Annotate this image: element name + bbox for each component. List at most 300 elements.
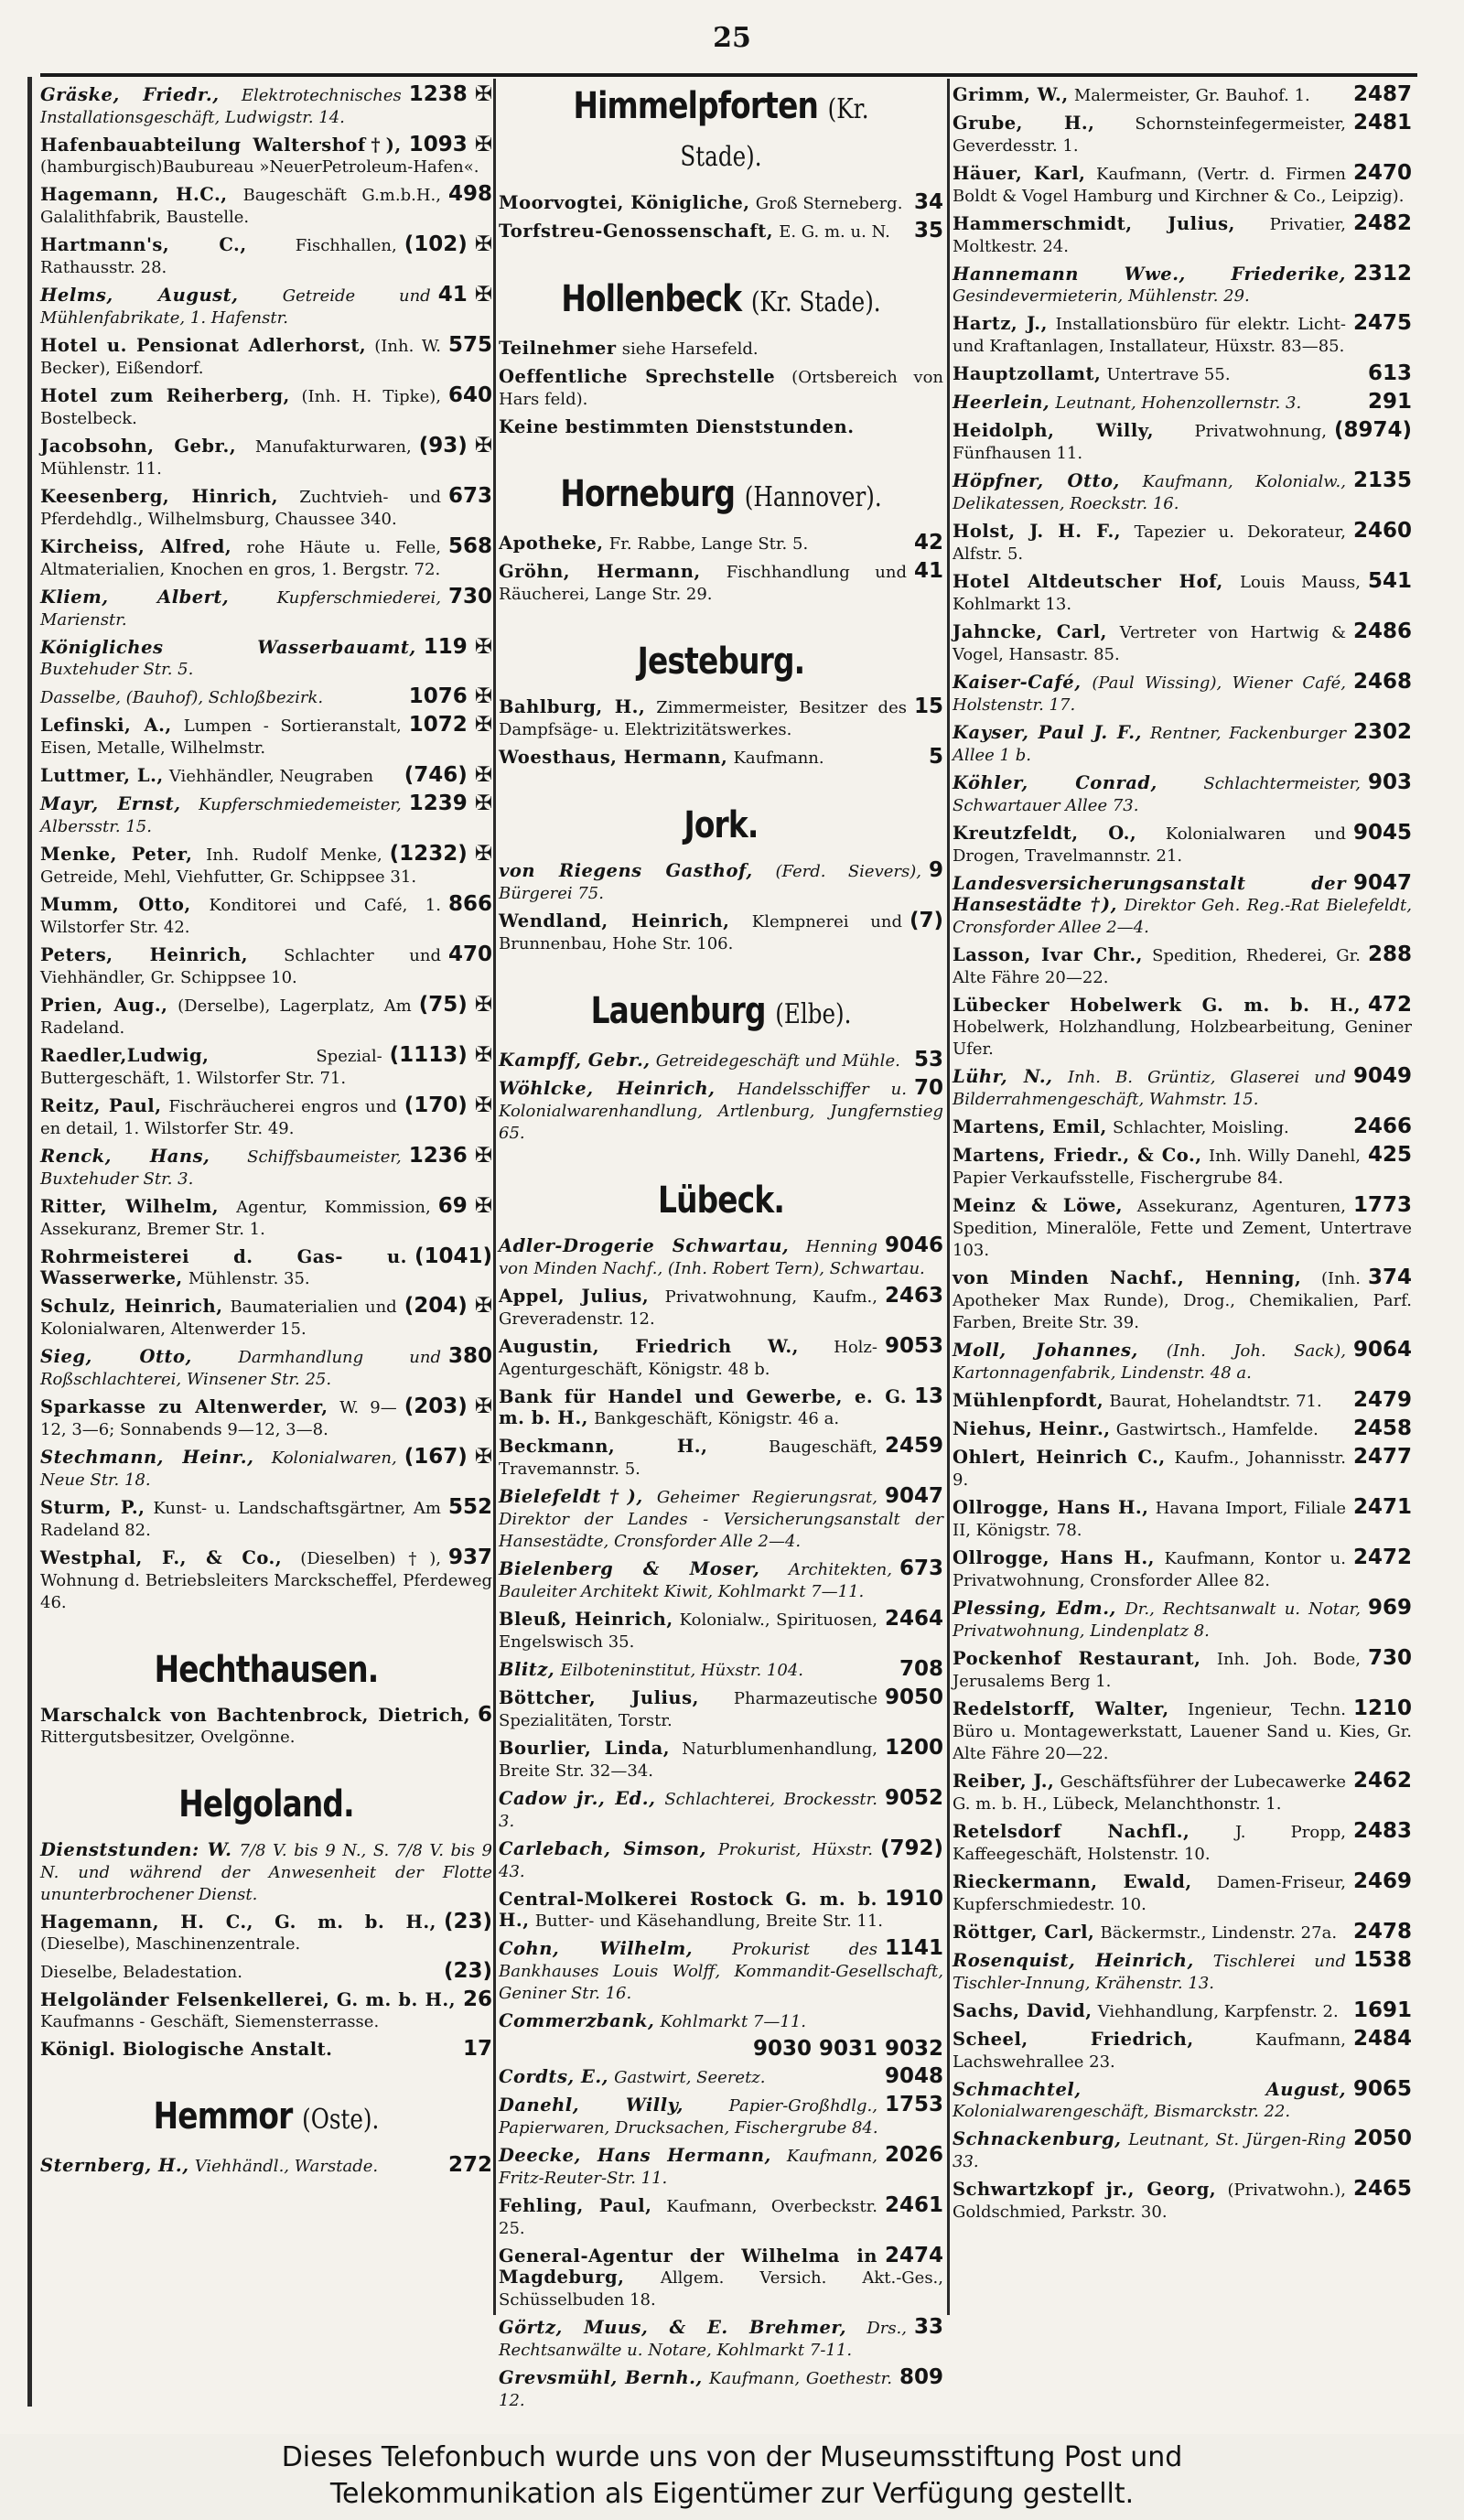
directory-entry [499,1889,943,1932]
directory-entry [499,561,943,605]
phone-number: 1141 [884,1936,943,1960]
ownership-notice-line-1: Dieses Telefonbuch wurde uns von der Museumsstiftung Post und [281,2441,1183,2473]
phone-number: 470 [447,942,492,966]
entry-description: Agentur, Kommission, Assekuranz, Bremer Str. 1. [40,1198,431,1239]
entry-name: Bahlburg, H., [499,696,646,717]
entry-description: Inh. B. Grüntiz, Glaserei und Bilderrahmengeschäft, Wahmstr. 15. [953,1068,1346,1109]
directory-entry [953,163,1412,207]
directory-entry [953,420,1412,464]
directory-entry [40,844,492,888]
directory-entry [40,587,492,630]
phone-number: 2468 [1352,670,1412,694]
entry-name: Görtz, Muus, & E. Brehmer, [499,2317,847,2338]
entry-name: Hotel zum Reiherberg, [40,385,290,406]
directory-entry [953,1771,1412,1815]
directory-entry [40,1045,492,1089]
directory-entry [40,1912,492,1955]
entry-name: Danehl, Willy, [499,2095,684,2116]
entry-description: Damen-Friseur, Kupferschmiedestr. 10. [953,1873,1346,1914]
phone-number: (23) [443,1910,492,1933]
column-divider-2 [947,79,950,2315]
entry-name: Kampff, Gebr., [499,1050,651,1071]
directory-entry [40,2039,492,2060]
entry-description: Papier-Großhdlg., Papierwaren, Drucksachen, Fischergrube 84. [499,2096,878,2138]
phone-number: 9 [928,858,943,882]
phone-number: 2486 [1352,619,1412,643]
directory-entry [40,765,492,787]
directory-entry [499,2010,943,2032]
directory-entry [953,1195,1412,1261]
entry-description: Darmhandlung und Roßschlachterei, Winsener Str. 25. [40,1348,441,1389]
entry-name: Hannemann Wwe., Friederike, [953,264,1346,285]
phone-number: 730 [447,585,492,608]
phone-number: 15 [913,695,943,718]
directory-entry [953,1871,1412,1915]
entry-description: Fischräucherei engros und en detail, 1. Wilstorfer Str. 49. [40,1097,397,1138]
entry-description: Lumpen - Sortieranstalt, Eisen, Metalle, Wilhelmstr. [40,716,402,758]
entry-description: (Dieselbe), Maschinenzentrale. [40,1934,301,1954]
phone-number: 9047 [1352,871,1412,895]
directory-entry [953,672,1412,716]
directory-entry [499,1838,943,1882]
entry-name: Kircheiss, Alfred, [40,536,232,557]
entry-name: Keine bestimmten Dienststunden. [499,416,855,437]
directory-entry [953,722,1412,766]
entry-description: Kaufmann, Lachswehrallee 23. [953,2030,1346,2072]
directory-entry [499,221,943,242]
phone-number: 613 [1367,361,1412,385]
directory-entry [499,2095,943,2138]
entry-name: Bielefeldt†), [499,1486,643,1507]
directory-entry [40,1547,492,1613]
phone-number: (8974) [1333,418,1412,442]
directory-entry [40,84,492,128]
directory-entry [499,1659,943,1681]
phone-number: (93) ✠ [418,434,492,458]
phone-number: 809 [899,2365,943,2389]
entry-description: (Ortsbereich von Hars feld). [499,368,943,409]
phone-number: 6 [477,1703,492,1727]
column-middle [499,84,944,2410]
place-name: Jesteburg. [637,641,805,683]
place-region: (Kr. Stade). [680,93,869,173]
phone-number: 288 [1367,942,1412,966]
directory-entry [499,2317,943,2361]
phone-number: 552 [447,1495,492,1519]
entry-name: Hafenbauabteilung Waltershof†), [40,135,402,156]
directory-entry [499,1687,943,1731]
entry-description: Holz-Agenturgeschäft, Königstr. 48 b. [499,1338,877,1379]
phone-number: 5 [928,745,943,769]
entry-description: Fischhallen, Rathausstr. 28. [40,236,397,277]
entry-name: von Riegens Gasthof, [499,860,753,881]
entry-name: Scheel, Friedrich, [953,2029,1194,2050]
entry-name: Rieckermann, Ewald, [953,1871,1192,1892]
entry-name: Martens, Friedr., & Co., [953,1145,1202,1166]
entry-name: Niehus, Heinr., [953,1418,1111,1439]
entry-name: Bleuß, Heinrich, [499,1609,673,1630]
phone-number: 2471 [1352,1495,1412,1519]
directory-entry [40,184,492,228]
entry-description: Architekten, Bauleiter Architekt Kiwit, Kohlmarkt 7—11. [499,1560,892,1601]
entry-name: Ollrogge, Hans H., [953,1497,1149,1518]
entry-description: Kaufmann, Fritz-Reuter-Str. 11. [499,2147,877,2188]
ownership-notice-line-2: Telekommunikation als Eigentümer zur Verfügung gestellt. [329,2478,1135,2510]
entry-description: Viehhändler, Neugraben [168,767,374,786]
entry-description: Baumaterialien und Kolonialwaren, Altenwerder 15. [40,1298,397,1339]
phone-number: (204) ✠ [404,1294,492,1318]
directory-entry [953,84,1412,106]
entry-description: Assekuranz, Agenturen, Spedition, Mineralöle, Fette und Zement, Untertrave 103. [953,1197,1412,1260]
entry-description: Zuchtvieh- und Pferdehdlg., Wilhelmsburg, Chaussee 340. [40,488,441,529]
directory-entry [953,1447,1412,1491]
place-heading [539,84,904,179]
directory-entry [499,1386,943,1429]
directory-entry [40,1989,492,2032]
entry-description: Kunst- u. Landschaftsgärtner, Am Radeland 82. [40,1499,441,1540]
entry-description: Prokurist, Hüxstr. 43. [499,1840,873,1881]
entry-name: Lübecker Hobelwerk G. m. b. H., [953,995,1361,1016]
directory-entry [499,1738,943,1782]
entry-name: Häuer, Karl, [953,163,1086,184]
phone-number: (7) [909,909,943,932]
phone-number: 730 [1367,1646,1412,1670]
phone-number: 69 ✠ [437,1194,492,1218]
entry-name: Helgoländer Felsenkellerei, G. m. b. H., [40,1989,456,2010]
entry-name: Reitz, Paul, [40,1095,162,1116]
entry-description: Spezial-Buttergeschäft, 1. Wilstorfer Str. 71. [40,1047,382,1088]
directory-entry [953,1145,1412,1189]
entry-name: Hotel u. Pensionat Adlerhorst, [40,335,367,356]
entry-description: Dasselbe, (Bauhof), Schloßbezirk. [40,688,324,707]
directory-entry [499,1938,943,2004]
directory-entry [499,533,943,555]
entry-name: Rosenquist, Heinrich, [953,1950,1194,1971]
entry-description: Kaufmann. [733,748,824,768]
phone-number: 866 [447,892,492,916]
directory-entry [953,264,1412,307]
entry-name: Hauptzollamt, [953,363,1102,384]
phone-number: 9050 [884,1685,943,1709]
entry-name: Raedler,Ludwig, [40,1045,210,1066]
entry-description: Fischhandlung und Räucherei, Lange Str. 29. [499,563,907,604]
phone-number: (203) ✠ [404,1395,492,1418]
directory-entry [953,1821,1412,1865]
entry-description: Leutnant, St. Jürgen-Ring 33. [953,2130,1346,2171]
entry-description: Inh. Rudolf Menke, Getreide, Mehl, Viehfutter, Gr. Schippsee 31. [40,845,417,887]
entry-name: Westphal, F., & Co., [40,1547,283,1568]
phone-number: 937 [447,1545,492,1569]
phone-number: (102) ✠ [404,232,492,256]
entry-description: Baurat, Hohelandtstr. 71. [1109,1392,1322,1411]
entry-name: Blitz, [499,1659,555,1680]
directory-entry [953,1267,1412,1333]
directory-entry [953,772,1412,816]
phone-number: 374 [1367,1265,1412,1289]
phone-number: 53 [913,1048,943,1072]
phone-number: 13 [913,1384,943,1408]
column-left [40,84,492,2317]
phone-number: 33 [913,2315,943,2339]
phone-number: 272 [447,2153,492,2177]
entry-name: Gräske, Friedr., [40,84,220,105]
entry-description: Louis Mauss, Kohlmarkt 13. [953,573,1361,614]
entry-description: (hamburgisch)Baubureau »NeuerPetroleum-Hafen«. [40,157,479,177]
entry-description: Havana Import, Filiale II, Königstr. 78. [953,1499,1346,1540]
phone-number: (1232) ✠ [389,842,492,866]
phone-number: 2469 [1352,1869,1412,1893]
phone-number: 2464 [884,1607,943,1631]
directory-entry [40,793,492,837]
entry-description: W. 9—12, 3—6; Sonnabends 9—12, 3—8. [40,1398,397,1439]
entry-name: Helms, August, [40,285,239,306]
entry-description: Elektrotechnisches Installationsgeschäft, Ludwigstr. 14. [40,86,402,127]
directory-entry [40,1497,492,1541]
directory-entry [499,1336,943,1380]
entry-name: Röttger, Carl, [953,1922,1095,1943]
directory-entry [40,715,492,759]
entry-description: Bäckermstr., Lindenstr. 27a. [1100,1923,1338,1943]
phone-number: 9047 [884,1484,943,1508]
entry-description: Direktor Geh. Reg.-Rat Bielefeldt, Cronsforder Allee 2—4. [953,896,1412,937]
phone-number: 9052 [884,1786,943,1810]
phone-number: 2474 [884,2244,943,2267]
phone-number: 2026 [884,2143,943,2167]
entry-name: Rohrmeisterei d. Gas- u. Wasserwerke, [40,1246,407,1288]
directory-entry [499,366,943,410]
entry-description: Gastwirt, Seeretz. [614,2068,766,2087]
entry-name: Sparkasse zu Altenwerder, [40,1396,328,1417]
entry-name: Heidolph, Willy, [953,420,1154,441]
page-number: 25 [713,22,751,54]
directory-entry [953,1950,1412,1994]
entry-description: Dieselbe, Beladestation. [40,1963,242,1982]
place-heading [539,989,904,1037]
phone-number: 1773 [1352,1193,1412,1217]
directory-entry [40,1146,492,1190]
directory-entry [40,486,492,530]
entry-name: Fehling, Paul, [499,2195,652,2216]
directory-entry [953,571,1412,615]
directory-entry [953,1418,1412,1440]
directory-entry [499,1486,943,1552]
entry-name: Stechmann, Heinr., [40,1447,254,1468]
entry-name: General-Agentur der Wilhelma in Magdeburg, [499,2245,877,2288]
entry-description: siehe Harsefeld. [621,339,759,359]
directory-entry [953,470,1412,514]
entry-name: Bielenberg & Moser, [499,1558,760,1579]
entry-description: (Inh. Joh. Sack), Kartonnagenfabrik, Lindenstr. 48 a. [953,1341,1346,1383]
entry-name: Prien, Aug., [40,995,168,1016]
entry-name: Moorvogtei, Königliche, [499,192,750,213]
directory-entry [499,747,943,769]
entry-name: Kliem, Albert, [40,587,230,608]
phone-number: 2466 [1352,1115,1412,1138]
directory-entry [40,1196,492,1240]
phone-number: 41 [913,559,943,583]
phone-number: 9046 [884,1233,943,1257]
directory-entry [499,860,943,904]
phone-number: 903 [1367,770,1412,794]
entry-name: Torfstreu-Genossenschaft, [499,221,774,242]
directory-entry [953,392,1412,414]
entry-name: Cordts, E., [499,2066,608,2087]
entry-description: Leutnant, Hohenzollernstr. 3. [1055,393,1302,413]
entry-description: Kaufmann, Overbeckstr. 25. [499,2197,878,2238]
directory-entry [40,335,492,379]
directory-entry [953,995,1412,1060]
phone-number: 2478 [1352,1920,1412,1944]
entry-name: Hartmann's, C., [40,234,247,255]
entry-name: Hagemann, H.C., [40,184,228,205]
place-name: Himmelpforten [573,85,819,127]
phone-number: 2135 [1352,468,1412,492]
entry-name: Hammerschmidt, Julius, [953,213,1235,234]
phone-number: 2479 [1352,1388,1412,1412]
entry-name: Sturm, P., [40,1497,145,1518]
entry-description: Kaufmann, Kontor u. Privatwohnung, Cronsforder Allee 82. [953,1549,1346,1590]
phone-number: (167) ✠ [404,1445,492,1469]
entry-description: Rittergutsbesitzer, Ovelgönne. [40,1728,296,1747]
entry-name: Bourlier, Linda, [499,1738,670,1759]
entry-name: Schmachtel, August, [953,2079,1346,2100]
phone-number: 2312 [1352,262,1412,285]
entry-description: Buxtehuder Str. 5. [40,660,194,679]
directory-entry [953,1340,1412,1384]
entry-description: Kaufmanns - Geschäft, Siemensterrasse. [40,2012,380,2031]
entry-name: Mayr, Ernst, [40,793,181,814]
entry-name: Retelsdorf Nachfl., [953,1821,1190,1842]
phone-number: 1753 [884,2093,943,2116]
directory-entry [953,313,1412,357]
entry-name: von Minden Nachf., Henning, [953,1267,1302,1288]
directory-entry [499,1235,943,1279]
directory-entry [40,1246,492,1289]
entry-description: Kaufmann, (Vertr. d. Firmen Boldt & Vogel Hamburg und Kirchner & Co., Leipzig). [953,165,1405,206]
directory-entry [499,1558,943,1602]
phone-number: 673 [899,1556,943,1580]
place-region: (Elbe). [775,998,852,1030]
place-name: Hollenbeck [561,278,742,320]
phone-number: 9048 [884,2064,943,2088]
entry-description: Butter- und Käsehandlung, Breite Str. 11. [534,1912,884,1931]
phone-number: 498 [447,182,492,206]
directory-entry [953,873,1412,938]
entry-description: Tischlerei und Tischler-Innung, Krähenstr. 13. [953,1952,1346,1993]
phone-number: 2465 [1352,2177,1412,2201]
directory-entry [953,2128,1412,2172]
entry-description: Henning von Minden Nachf., (Inh. Robert Tern), Schwartau. [499,1237,925,1278]
directory-entry [499,910,943,954]
place-heading [81,1648,451,1692]
entry-name: Ollrogge, Hans H., [953,1547,1155,1568]
entry-name: Cohn, Wilhelm, [499,1938,694,1959]
directory-entry [953,2179,1412,2223]
entry-name: Deecke, Hans Hermann, [499,2145,771,2166]
place-region: (Kr. Stade). [750,286,881,318]
phone-number: 1072 ✠ [408,713,492,737]
phone-number: 34 [913,190,943,214]
entry-name: Jacobsohn, Gebr., [40,436,237,457]
phone-number: 575 [447,333,492,357]
phone-number: 2477 [1352,1445,1412,1469]
entry-description: Hobelwerk, Holzhandlung, Holzbearbeitung, Geniner Ufer. [953,1018,1412,1059]
phone-number: 42 [913,531,943,555]
directory-entry [953,113,1412,156]
entry-description: Bankgeschäft, Königstr. 46 a. [594,1409,840,1428]
phone-number: 2487 [1352,82,1412,106]
place-heading [539,472,904,520]
phone-number: 2050 [1352,2127,1412,2150]
directory-entry [40,1396,492,1440]
entry-description: Schornsteinfegermeister, Geverdesstr. 1. [953,114,1346,156]
entry-name: Schulz, Heinrich, [40,1296,223,1317]
entry-description: Kolonialwarengeschäft, Bismarckstr. 22. [953,2102,1291,2121]
entry-description: (Inh. W. Becker), Eißendorf. [40,337,441,378]
entry-description: Schiffsbaumeister, Buxtehuder Str. 3. [40,1147,402,1189]
directory-entry [40,1447,492,1491]
entry-description: Kolonialwaren, Neue Str. 18. [40,1448,397,1490]
entry-name: Gröhn, Hermann, [499,561,701,582]
column-divider-1 [493,79,496,2315]
entry-description: (Dieselben)†), Wohnung d. Betriebsleiters Marckscheffel, Pferdeweg 46. [40,1549,492,1612]
phone-number: 17 [462,2037,492,2061]
entry-description: Zimmermeister, Besitzer des Dampfsäge- u. Elektrizitätswerkes. [499,698,907,739]
phone-number: 673 [447,484,492,508]
phone-number: 26 [462,1987,492,2011]
entry-description: Kolonialw., Spirituosen, Engelswisch 35. [499,1610,877,1652]
left-margin-rule [27,77,32,2407]
directory-entry [953,1648,1412,1692]
place-heading [539,640,904,684]
entry-name: Sternberg, H., [40,2155,189,2176]
directory-entry [40,536,492,580]
phone-number: 969 [1367,1596,1412,1620]
entry-description: Inh. Willy Danehl, Papier Verkaufsstelle, Fischergrube 84. [953,1147,1361,1188]
directory-entry [40,894,492,938]
entry-description: Kohlmarkt 7—11. [660,2012,806,2031]
phone-number: 1910 [884,1887,943,1911]
top-rule [40,73,1417,77]
entry-name: Holst, J. H. F., [953,521,1122,542]
phone-number: 1538 [1352,1948,1412,1972]
entry-name: Wendland, Heinrich, [499,910,730,932]
entry-name: Sachs, David, [953,2000,1093,2021]
entry-description: Privatwohnung, Kaufm., Greveradenstr. 12. [499,1287,877,1329]
directory-entry [953,621,1412,665]
entry-description: Schlachter und Viehhändler, Gr. Schippsee 10. [40,946,441,987]
entry-name: Plessing, Edm., [953,1598,1116,1619]
entry-description: Mühlenstr. 35. [188,1269,310,1288]
directory-entry [40,637,492,680]
phone-number: 41 ✠ [437,283,492,307]
entry-description: Eilboteninstitut, Hüxstr. 104. [560,1661,804,1680]
entry-description: Rentner, Fackenburger Allee 1 b. [953,724,1346,765]
phone-number: (1113) ✠ [389,1043,492,1067]
entry-description: Groß Sterneberg. [755,194,903,213]
entry-name: Dienststunden: W. [40,1839,232,1860]
entry-name: Schnackenburg, [953,2128,1122,2149]
place-heading [81,1782,451,1826]
entry-name: Höpfner, Otto, [953,470,1120,491]
entry-name: Mühlenpfordt, [953,1390,1104,1411]
directory-entry [40,1296,492,1340]
phone-number: 2462 [1352,1769,1412,1793]
entry-description: J. Propp, Kaffeegeschäft, Holstenstr. 10. [953,1823,1346,1864]
entry-description: Malermeister, Gr. Bauhof. 1. [1073,86,1310,105]
entry-description: Dr., Rechtsanwalt u. Notar, Privatwohnung, Lindenplatz 8. [953,1599,1361,1641]
directory-entry [499,192,943,214]
